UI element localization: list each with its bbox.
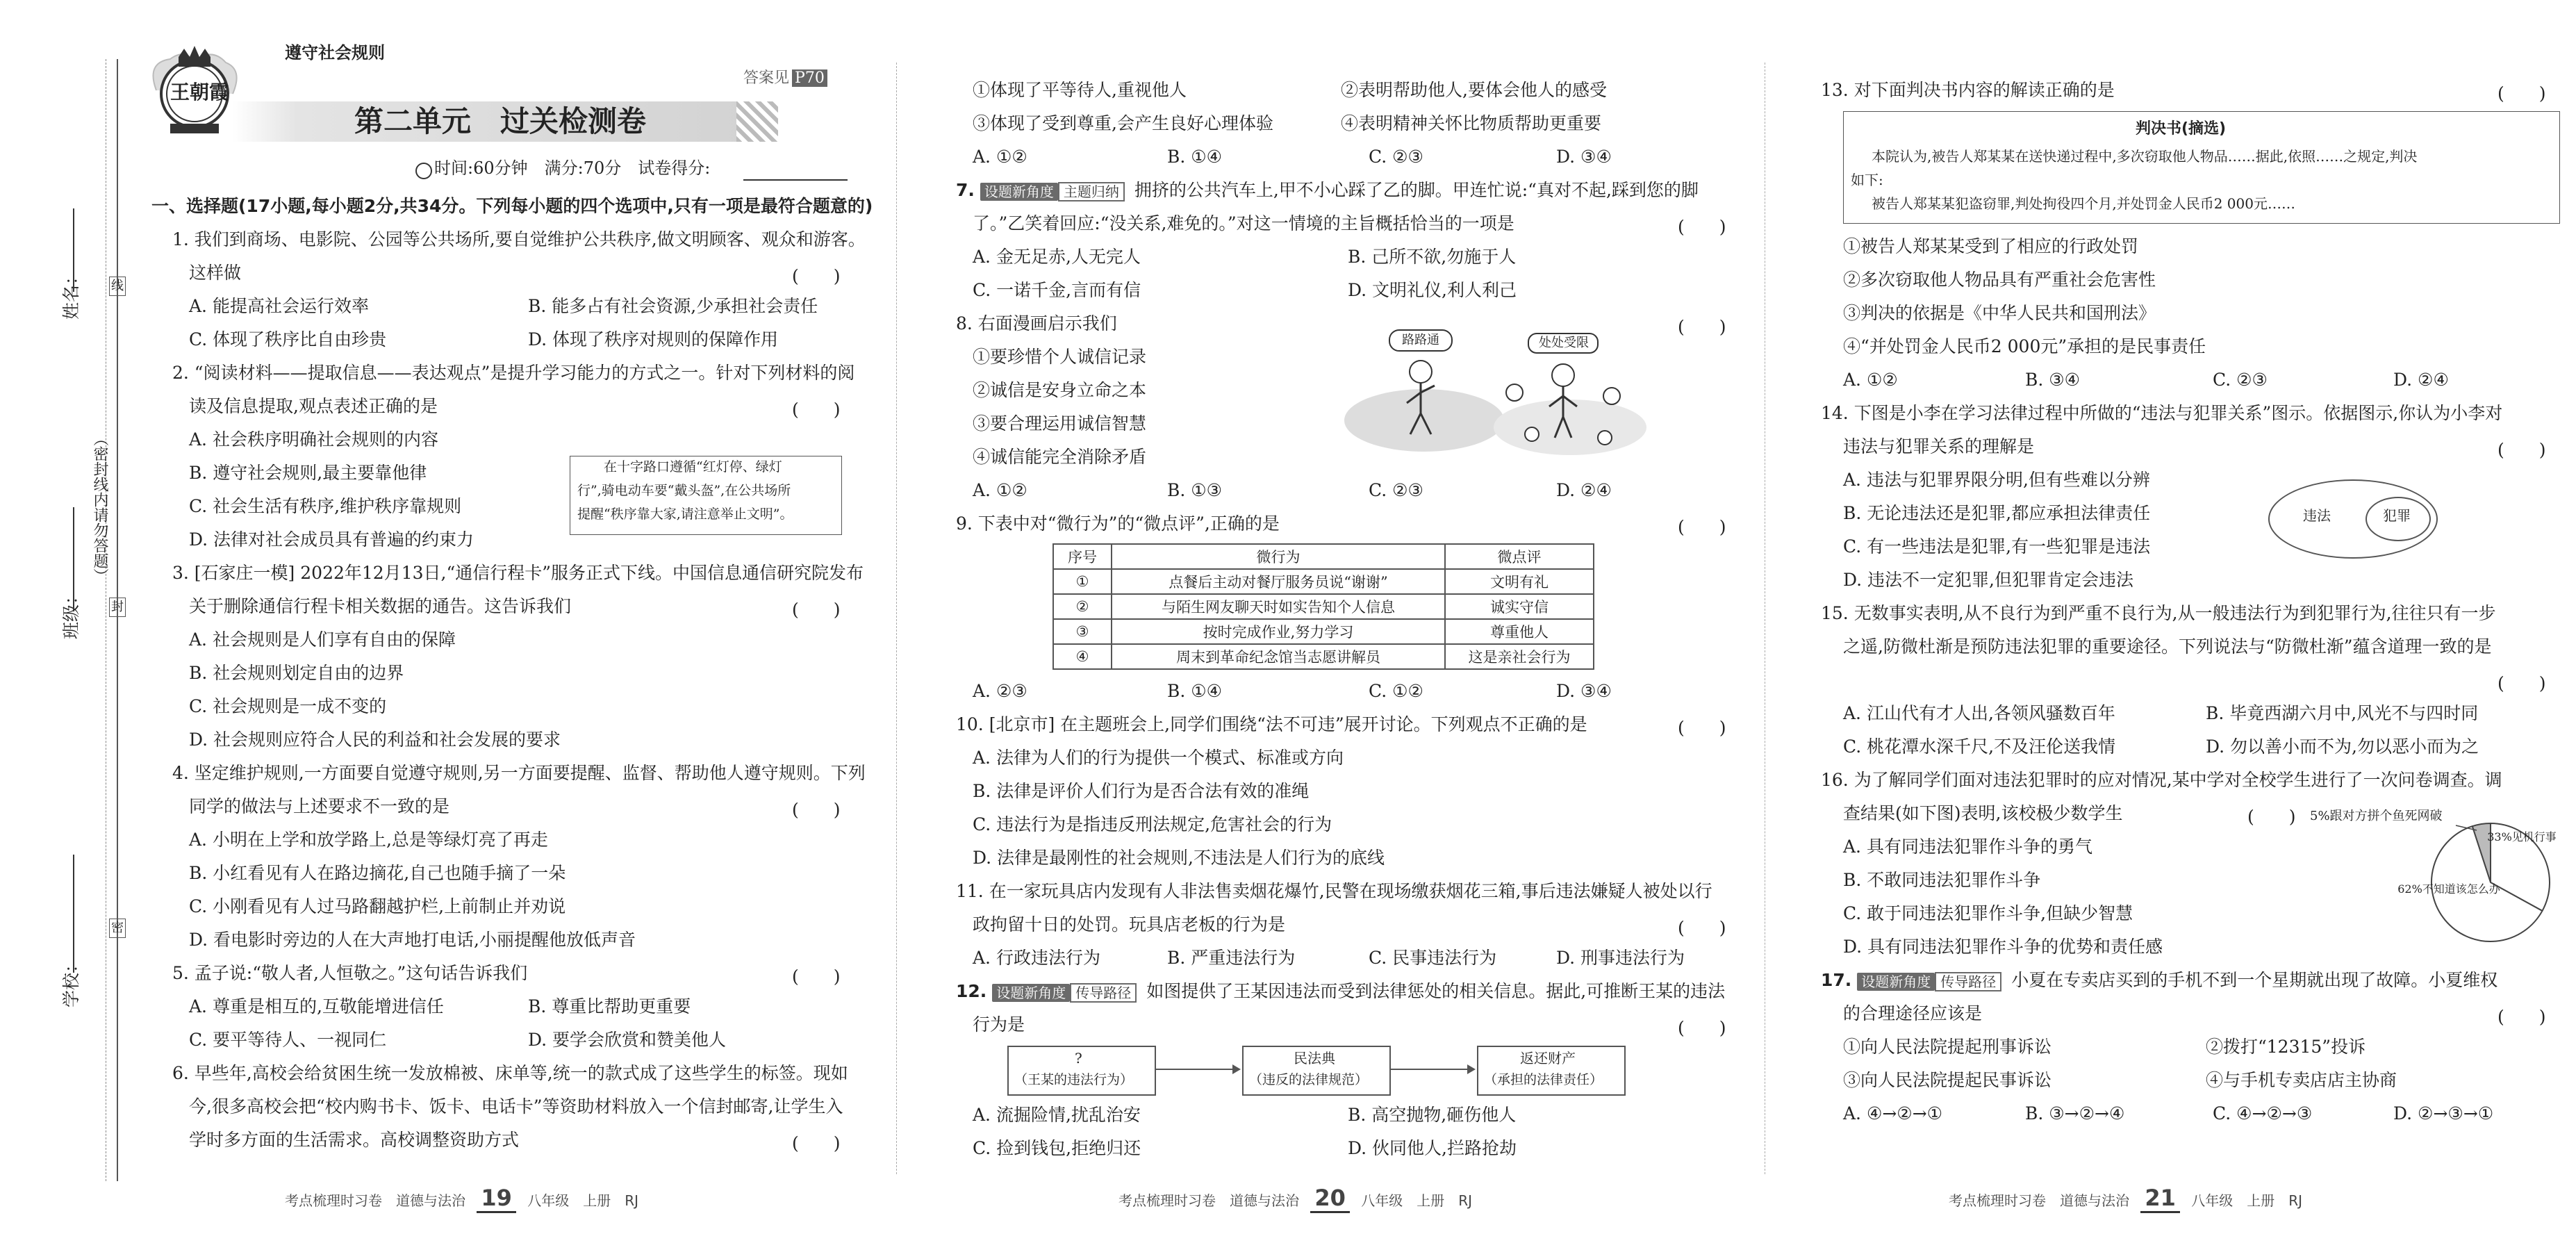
q12-stem2: 行为是 <box>973 1014 1025 1035</box>
pie-label: 62%不知道该怎么办 <box>2397 882 2500 896</box>
q4-answer-paren[interactable]: ( ) <box>792 800 841 820</box>
page-21 <box>1796 0 2576 1243</box>
q3-option-a[interactable]: A. 社会规则是人们享有自由的保障 <box>189 629 456 650</box>
verdict-title: 判决书(摘选) <box>2136 120 2227 138</box>
q6-option-c[interactable]: C. ②③ <box>1369 147 1423 167</box>
q13-verdict-box <box>1843 111 2560 224</box>
q2-material-line2: 行”,骑电动车要“戴头盔”,在公共场所 <box>577 483 791 498</box>
verdict-line-1: 本院认为,被告人郑某某在送快递过程中,多次窃取他人物品……据此,依照……之规定,判决 <box>1872 148 2418 165</box>
q8-option-c[interactable]: C. ②③ <box>1369 480 1423 500</box>
q14-answer-paren[interactable]: ( ) <box>2497 440 2546 460</box>
page-number: 19 <box>477 1185 516 1213</box>
page-number: 21 <box>2140 1185 2180 1213</box>
q17-number: 17. <box>1821 970 1852 990</box>
q13-answer-paren[interactable]: ( ) <box>2497 83 2546 104</box>
page-19 <box>0 0 873 1243</box>
q8-stem: 8. 右面漫画启示我们 <box>956 313 1117 334</box>
q8-comic <box>1341 316 1667 459</box>
q5-answer-paren[interactable]: ( ) <box>792 966 841 987</box>
q2-stem: 2. “阅读材料——提取信息——表达观点”是提升学习能力的方式之一。针对下列材料的阅 <box>172 363 855 383</box>
q17-option-c[interactable]: C. ④→②→③ <box>2213 1103 2313 1123</box>
pie-label: 5%跟对方拼个鱼死网破 <box>2310 809 2443 823</box>
q13-stem: 13. 对下面判决书内容的解读正确的是 <box>1821 80 2115 100</box>
q2-material-line1: 在十字路口遵循“红灯停、绿灯 <box>604 459 782 475</box>
venn-inner-label: 犯罪 <box>2383 507 2411 524</box>
q8-option-3[interactable]: ③要合理运用诚信智慧 <box>973 413 1147 434</box>
q11-answer-paren[interactable]: ( ) <box>1678 918 1726 938</box>
q2-material-box <box>570 456 842 535</box>
q17-option-b[interactable]: B. ③→②→④ <box>2025 1103 2125 1123</box>
q4-option-c[interactable]: C. 小刚看见有人过马路翻越护栏,上前制止并劝说 <box>189 896 566 916</box>
q17-option-d[interactable]: D. ②→③→① <box>2393 1103 2494 1123</box>
q6-option-a[interactable]: A. ①② <box>973 147 1027 167</box>
q6-option-4[interactable]: ④表明精神关怀比物质帮助更重要 <box>1341 113 1602 133</box>
q2-option-a[interactable]: A. 社会秩序明确社会规则的内容 <box>189 429 438 450</box>
table-cell: 这是亲社会行为 <box>1445 644 1594 669</box>
comic-label-right: 处处受限 <box>1539 336 1589 350</box>
q2-option-c[interactable]: C. 社会生活有秩序,维护秩序靠规则 <box>189 496 462 516</box>
q13-option-3[interactable]: ③判决的依据是《中华人民共和国刑法》 <box>1843 303 2156 323</box>
q15-option-b[interactable]: B. 毕竟西湖六月中,风光不与四时同 <box>2206 703 2479 723</box>
seal-char-2: 封 <box>109 598 126 617</box>
q12-flow-box-3 <box>1477 1046 1626 1096</box>
q4-stem: 4. 坚定维护规则,一方面要自觉遵守规则,另一方面要提醒、监督、帮助他人遵守规则。下列 <box>172 763 866 783</box>
q15-stem2: 之遥,防微杜渐是预防违法犯罪的重要途径。下列说法与“防微杜渐”蕴含道理一致的是 <box>1843 636 2492 657</box>
flow-arrow-2 <box>1389 1069 1471 1070</box>
q7-option-c[interactable]: C. 一诺千金,言而有信 <box>973 280 1141 300</box>
verdict-line-3: 被告人郑某某犯盗窃罪,判处拘役四个月,并处罚金人民币2 000元…… <box>1872 195 2295 212</box>
pie-label: 33%见机行事 <box>2487 830 2557 843</box>
flow-arrow-1 <box>1155 1069 1237 1070</box>
q13-option-c[interactable]: C. ②③ <box>2213 370 2268 390</box>
q11-option-d[interactable]: D. 刑事违法行为 <box>1556 948 1685 968</box>
page-number: 20 <box>1310 1185 1350 1213</box>
q12-answer-paren[interactable]: ( ) <box>1678 1018 1726 1038</box>
footer-grade: 八年级 上册 RJ <box>527 1192 639 1209</box>
footer-page-19 <box>285 1185 638 1213</box>
q9-option-d[interactable]: D. ③④ <box>1556 681 1612 701</box>
flow-box-2-title: 民法典 <box>1294 1050 1335 1067</box>
flow-arrowhead-2 <box>1467 1064 1476 1074</box>
q5-option-c[interactable]: C. 要平等待人、一视同仁 <box>189 1030 387 1050</box>
answer-page: P70 <box>792 69 827 87</box>
section-heading: 一、选择题(17小题,每小题2分,共34分。下列每小题的四个选项中,只有一项是最符合题意的) <box>151 196 873 216</box>
q10-option-b[interactable]: B. 法律是评价人们行为是否合法有效的准绳 <box>973 781 1310 801</box>
q15-stem: 15. 无数事实表明,从不良行为到严重不良行为,从一般违法行为到犯罪行为,往往只有一步 <box>1821 603 2496 623</box>
q7-option-a[interactable]: A. 金无足赤,人无完人 <box>973 247 1141 267</box>
q5-option-d[interactable]: D. 要学会欣赏和赞美他人 <box>528 1030 727 1050</box>
seal-note: （密封线内请勿答题） <box>91 431 108 584</box>
q12-stem-text: 如图提供了王某因违法而受到法律惩处的相关信息。据此,可推断王某的违法 <box>1146 981 1726 1001</box>
q8-option-b[interactable]: B. ①③ <box>1167 480 1223 500</box>
q7-tag-theme: 主题归纳 <box>1058 182 1125 201</box>
footer-page-21 <box>1949 1185 2302 1213</box>
q13-option-a[interactable]: A. ①② <box>1843 370 1898 390</box>
page-title: 第二单元 过关检测卷 <box>354 104 647 138</box>
q7-option-d[interactable]: D. 文明礼仪,利人利己 <box>1348 280 1517 300</box>
flow-box-2-sub: （违反的法律规范） <box>1249 1072 1369 1087</box>
q17-option-2[interactable]: ②拨打“12315”投诉 <box>2206 1037 2366 1057</box>
q4-option-a[interactable]: A. 小明在上学和放学路上,总是等绿灯亮了再走 <box>189 830 548 850</box>
school-line <box>73 855 74 973</box>
q12-flow-box-1 <box>1007 1046 1156 1096</box>
q5-stem: 5. 孟子说:“敬人者,人恒敬之。”这句话告诉我们 <box>172 963 528 983</box>
q9-option-a[interactable]: A. ②③ <box>973 681 1027 701</box>
table-cell: 文明有礼 <box>1445 569 1594 594</box>
table-cell: 按时完成作业,努力学习 <box>1112 619 1445 644</box>
seal-char-1: 线 <box>109 277 126 296</box>
q10-stem: 10. [北京市] 在主题班会上,同学们围绕“法不可违”展开讨论。下列观点不正确的是 <box>956 714 1587 734</box>
table-row <box>1053 569 1594 594</box>
q17-tag-new-angle: 设题新角度 <box>1857 973 1935 991</box>
q12-option-a[interactable]: A. 流掘险情,扰乱治安 <box>973 1105 1141 1125</box>
table-row <box>1053 594 1594 619</box>
flow-box-1-sub: （王某的违法行为） <box>1014 1072 1134 1087</box>
name-label: 姓名： <box>61 267 81 320</box>
q16-stem: 16. 为了解同学们面对违法犯罪时的应对情况,某中学对全校学生进行了一次问卷调查。调 <box>1821 770 2502 790</box>
q16-option-d[interactable]: D. 具有同违法犯罪作斗争的优势和责任感 <box>1843 937 2163 957</box>
table-cell: ③ <box>1053 619 1112 644</box>
q12-number: 12. <box>956 981 987 1001</box>
q8-option-d[interactable]: D. ②④ <box>1556 480 1612 500</box>
q1-stem: 1. 我们到商场、电影院、公园等公共场所,要自觉维护公共秩序,做文明顾客、观众和游客。 <box>172 229 866 249</box>
footer-subject: 考点梳理时习卷 道德与法治 <box>1949 1192 2129 1209</box>
table-row <box>1053 619 1594 644</box>
q2-option-d[interactable]: D. 法律对社会成员具有普遍的约束力 <box>189 529 474 550</box>
q4-stem2: 同学的做法与上述要求不一致的是 <box>189 796 450 816</box>
q3-stem: 3. [石家庄一模] 2022年12月13日,“通信行程卡”服务正式下线。中国信息通信研究院发布 <box>172 563 864 583</box>
page-20 <box>924 0 1744 1243</box>
q14-stem2: 违法与犯罪关系的理解是 <box>1843 436 2035 456</box>
verdict-line-2: 如下: <box>1851 172 1883 188</box>
venn-outer-label: 违法 <box>2303 507 2331 524</box>
footer-subject: 考点梳理时习卷 道德与法治 <box>1118 1192 1299 1209</box>
q16-pie-chart <box>2282 799 2560 952</box>
seal-char-3: 密 <box>109 919 126 938</box>
q1-option-d[interactable]: D. 体现了秩序对规则的保障作用 <box>528 329 779 349</box>
q14-option-b[interactable]: B. 无论违法还是犯罪,都应承担法律责任 <box>1843 503 2151 523</box>
q11-stem: 11. 在一家玩具店内发现有人非法售卖烟花爆竹,民警在现场缴获烟花三箱,事后违法嫌疑人被处以行 <box>956 881 1712 901</box>
q15-option-c[interactable]: C. 桃花潭水深千尺,不及汪伦送我情 <box>1843 736 2116 757</box>
table-cell: 诚实守信 <box>1445 594 1594 619</box>
table-cell: ① <box>1053 569 1112 594</box>
table-header-cell: 微行为 <box>1112 544 1445 569</box>
q9-option-c[interactable]: C. ①② <box>1369 681 1423 701</box>
q12-tag-new-angle: 设题新角度 <box>992 984 1070 1002</box>
q14-option-d[interactable]: D. 违法不一定犯罪,但犯罪肯定会违法 <box>1843 570 2133 590</box>
table-cell: ④ <box>1053 644 1112 669</box>
unit-label: 遵守社会规则 <box>285 42 385 63</box>
table-cell: 尊重他人 <box>1445 619 1594 644</box>
q10-option-d[interactable]: D. 法律是最刚性的社会规则,不违法是人们行为的底线 <box>973 848 1385 868</box>
q11-stem2: 政拘留十日的处罚。玩具店老板的行为是 <box>973 914 1286 935</box>
comic-label-left: 路路通 <box>1402 333 1439 347</box>
table-cell: 点餐后主动对餐厅服务员说“谢谢” <box>1112 569 1445 594</box>
q11-option-a[interactable]: A. 行政违法行为 <box>973 948 1100 968</box>
flow-arrowhead-1 <box>1232 1064 1241 1074</box>
q6-option-b[interactable]: B. ①④ <box>1167 147 1223 167</box>
q1-answer-paren[interactable]: ( ) <box>792 266 841 286</box>
page-divider-1 <box>896 63 897 1174</box>
q10-answer-paren[interactable]: ( ) <box>1678 718 1726 738</box>
q17-option-a[interactable]: A. ④→②→① <box>1843 1103 1943 1123</box>
table-row <box>1053 644 1594 669</box>
q17-option-4[interactable]: ④与手机专卖店店主协商 <box>2206 1070 2397 1090</box>
q5-option-b[interactable]: B. 尊重比帮助更重要 <box>528 996 691 1016</box>
q10-option-a[interactable]: A. 法律为人们的行为提供一个模式、标准或方向 <box>973 748 1344 768</box>
q6-answer-paren[interactable]: ( ) <box>792 1133 841 1153</box>
q3-option-b[interactable]: B. 社会规则划定自由的边界 <box>189 663 404 683</box>
q12-tag-path: 传导路径 <box>1070 983 1137 1003</box>
q7-answer-paren[interactable]: ( ) <box>1678 217 1726 237</box>
q17-stem-text: 小夏在专卖店买到的手机不到一个星期就出现了故障。小夏维权 <box>2011 970 2498 990</box>
q16-option-a[interactable]: A. 具有同违法犯罪作斗争的勇气 <box>1843 837 2092 857</box>
q11-option-c[interactable]: C. 民事违法行为 <box>1369 948 1497 968</box>
table-cell: 与陌生网友聊天时如实告知个人信息 <box>1112 594 1445 619</box>
q15-option-d[interactable]: D. 勿以善小而不为,勿以恶小而为之 <box>2206 736 2479 757</box>
title-banner-stripes <box>736 101 778 142</box>
q17-option-3[interactable]: ③向人民法院提起民事诉讼 <box>1843 1070 2052 1090</box>
q6-stem3: 学时多方面的生活需求。高校调整资助方式 <box>189 1130 520 1150</box>
q17-stem2: 的合理途径应该是 <box>1843 1003 1983 1023</box>
q2-option-b[interactable]: B. 遵守社会规则,最主要靠他律 <box>189 463 427 483</box>
q12-option-d[interactable]: D. 伙同他人,拦路抢劫 <box>1348 1138 1517 1158</box>
q15-answer-paren[interactable]: ( ) <box>2497 673 2546 693</box>
q6-option-d[interactable]: D. ③④ <box>1556 147 1612 167</box>
q13-option-d[interactable]: D. ②④ <box>2393 370 2449 390</box>
q1-option-b[interactable]: B. 能多占有社会资源,少承担社会责任 <box>528 296 818 316</box>
q7-stem2: 了。”乙笑着回应:“没关系,难免的。”对这一情境的主旨概括恰当的一项是 <box>973 213 1514 233</box>
table-cell: 周末到革命纪念馆当志愿讲解员 <box>1112 644 1445 669</box>
q12-option-c[interactable]: C. 捡到钱包,拒绝归还 <box>973 1138 1141 1158</box>
q9-option-b[interactable]: B. ①④ <box>1167 681 1223 701</box>
table-cell: ② <box>1053 594 1112 619</box>
flow-box-3-sub: （承担的法律责任） <box>1484 1072 1603 1087</box>
q9-answer-paren[interactable]: ( ) <box>1678 517 1726 537</box>
q7-stem-text: 拥挤的公共汽车上,甲不小心踩了乙的脚。甲连忙说:“真对不起,踩到您的脚 <box>1134 180 1699 200</box>
q14-option-a[interactable]: A. 违法与犯罪界限分明,但有些难以分辨 <box>1843 470 2150 490</box>
table-header-cell: 微点评 <box>1445 544 1594 569</box>
answer-ref-text: 答案见 <box>743 69 790 87</box>
q7-tag-new-angle: 设题新角度 <box>980 183 1058 201</box>
q4-option-b[interactable]: B. 小红看见有人在路边摘花,自己也随手摘了一朵 <box>189 863 566 883</box>
q6-option-1[interactable]: ①体现了平等待人,重视他人 <box>973 80 1187 100</box>
q7-number: 7. <box>956 180 975 200</box>
q10-option-c[interactable]: C. 违法行为是指违反刑法规定,危害社会的行为 <box>973 814 1332 834</box>
q3-option-d[interactable]: D. 社会规则应符合人民的利益和社会发展的要求 <box>189 730 561 750</box>
exam-meta: 时间:60分钟 满分:70分 试卷得分: <box>434 158 711 178</box>
q6-option-2[interactable]: ②表明帮助他人,要体会他人的感受 <box>1341 80 1607 100</box>
table-header-row <box>1053 544 1594 569</box>
footer-subject: 考点梳理时习卷 道德与法治 <box>285 1192 465 1209</box>
q9-table <box>1052 543 1594 670</box>
table-header-cell: 序号 <box>1053 544 1112 569</box>
name-line <box>73 208 74 292</box>
binding-line <box>117 59 118 1181</box>
q12-stem <box>956 981 1725 1003</box>
q2-answer-paren[interactable]: ( ) <box>792 400 841 420</box>
q13-option-1[interactable]: ①被告人郑某某受到了相应的行政处罚 <box>1843 236 2139 256</box>
q8-option-a[interactable]: A. ①② <box>973 480 1027 500</box>
q17-option-1[interactable]: ①向人民法院提起刑事诉讼 <box>1843 1037 2052 1057</box>
q1-option-a[interactable]: A. 能提高社会运行效率 <box>189 296 369 316</box>
q17-tag-path: 传导路径 <box>1935 972 2001 991</box>
q12-flow-box-2 <box>1242 1046 1391 1096</box>
q8-option-1[interactable]: ①要珍惜个人诚信记录 <box>973 347 1147 367</box>
footer-page-20 <box>1118 1185 1472 1213</box>
q7-option-b[interactable]: B. 己所不欲,勿施于人 <box>1348 247 1517 267</box>
q4-option-d[interactable]: D. 看电影时旁边的人在大声地打电话,小丽提醒他放低声音 <box>189 930 636 950</box>
q7-stem <box>956 180 1699 201</box>
q3-answer-paren[interactable]: ( ) <box>792 600 841 620</box>
q8-option-2[interactable]: ②诚信是安身立命之本 <box>973 380 1147 400</box>
score-line <box>743 179 848 181</box>
flow-box-1-title: ? <box>1075 1050 1082 1067</box>
q14-option-c[interactable]: C. 有一些违法是犯罪,有一些犯罪是违法 <box>1843 536 2151 557</box>
q16-option-c[interactable]: C. 敢于同违法犯罪作斗争,但缺少智慧 <box>1843 903 2133 923</box>
q8-option-4[interactable]: ④诚信能完全消除矛盾 <box>973 447 1147 467</box>
class-label: 班级： <box>61 586 81 639</box>
footer-grade: 八年级 上册 RJ <box>2191 1192 2303 1209</box>
comic-illustration-icon <box>1341 316 1667 459</box>
q15-option-a[interactable]: A. 江山代有才人出,各领风骚数百年 <box>1843 703 2115 723</box>
q8-answer-paren[interactable]: ( ) <box>1678 317 1726 337</box>
q3-option-c[interactable]: C. 社会规则是一成不变的 <box>189 696 387 716</box>
q16-stem2: 查结果(如下图)表明,该校极少数学生 <box>1843 803 2123 823</box>
q6-stem: 6. 早些年,高校会给贫困生统一发放棉被、床单等,统一的款式成了这些学生的标签。现如 <box>172 1063 848 1083</box>
q2-material-line3: 提醒“秩序靠大家,请注意举止文明”。 <box>577 507 793 522</box>
q17-answer-paren[interactable]: ( ) <box>2497 1007 2546 1027</box>
class-line <box>73 507 74 611</box>
q13-option-4[interactable]: ④“并处罚金人民币2 000元”承担的是民事责任 <box>1843 336 2206 356</box>
q13-option-b[interactable]: B. ③④ <box>2025 370 2081 390</box>
logo-text: 王朝霞 <box>170 81 229 104</box>
flow-box-3-title: 返还财产 <box>1520 1050 1576 1067</box>
q2-stem2: 读及信息提取,观点表述正确的是 <box>189 396 438 416</box>
q9-stem: 9. 下表中对“微行为”的“微点评”,正确的是 <box>956 513 1280 534</box>
q17-stem <box>1821 970 2497 991</box>
q16-option-b[interactable]: B. 不敢同违法犯罪作斗争 <box>1843 870 2041 890</box>
q1-option-c[interactable]: C. 体现了秩序比自由珍贵 <box>189 329 387 349</box>
q11-option-b[interactable]: B. 严重违法行为 <box>1167 948 1296 968</box>
q5-option-a[interactable]: A. 尊重是相互的,互敬能增进信任 <box>189 996 444 1016</box>
q6-stem2: 今,很多高校会把“校内购书卡、饭卡、电话卡”等资助材料放入一个信封邮寄,让学生入 <box>189 1096 843 1117</box>
school-label: 学校： <box>61 955 81 1007</box>
q12-option-b[interactable]: B. 高空抛物,砸伤他人 <box>1348 1105 1517 1125</box>
q6-option-3[interactable]: ③体现了受到尊重,会产生良好心理体验 <box>973 113 1273 133</box>
footer-grade: 八年级 上册 RJ <box>1361 1192 1473 1209</box>
logo <box>142 42 243 139</box>
q3-stem2: 关于删除通信行程卡相关数据的通告。这告诉我们 <box>189 596 572 616</box>
q14-stem: 14. 下图是小李在学习法律过程中所做的“违法与犯罪关系”图示。依据图示,你认为小李对 <box>1821 403 2503 423</box>
answer-ref <box>743 69 827 88</box>
q1-stem2: 这样做 <box>189 263 242 283</box>
clock-icon <box>415 163 432 179</box>
q13-option-2[interactable]: ②多次窃取他人物品具有严重社会危害性 <box>1843 270 2156 290</box>
q16-answer-paren[interactable]: ( ) <box>2247 807 2296 827</box>
